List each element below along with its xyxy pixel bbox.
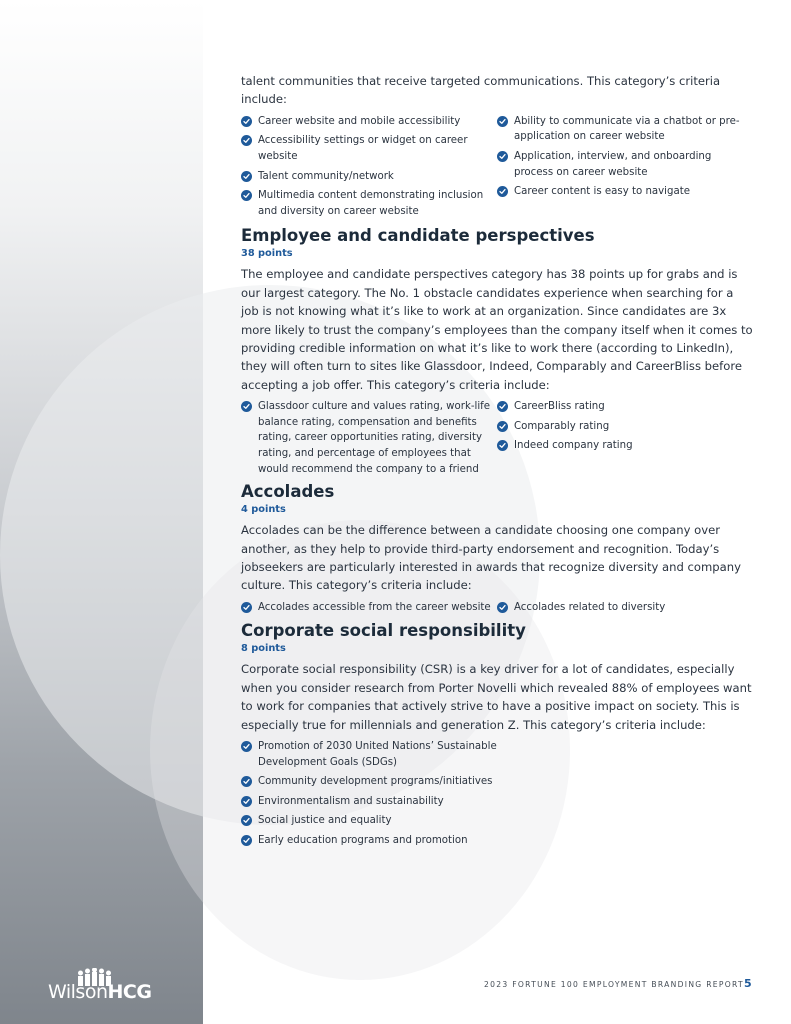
check-circle-icon [241, 135, 252, 146]
criteria-item-text: Accolades related to diversity [514, 601, 666, 613]
check-circle-icon [241, 815, 252, 826]
section-points-employee: 38 points [241, 248, 293, 260]
criteria-item [241, 169, 497, 185]
section-title-employee: Employee and candidate perspectives [241, 226, 595, 246]
section-title-accolades: Accolades [241, 482, 335, 502]
section-points-accolades: 4 points [241, 504, 286, 516]
page-number: 5 [744, 977, 752, 990]
criteria-list-csr [241, 739, 507, 849]
criteria-list-digital [241, 114, 753, 224]
section-title-csr: Corporate social responsibility [241, 621, 526, 641]
check-circle-icon [497, 440, 508, 451]
criteria-list-employee [241, 399, 753, 481]
criteria-item-text: Comparably rating [514, 420, 610, 432]
criteria-item [241, 813, 507, 829]
criteria-item-text: Early education programs and promotion [258, 835, 468, 846]
check-circle-icon [241, 776, 252, 787]
check-circle-icon [497, 602, 508, 613]
check-circle-icon [241, 741, 252, 752]
criteria-item [241, 794, 507, 810]
criteria-item [241, 600, 497, 616]
criteria-item-text: Indeed company rating [514, 440, 633, 452]
check-circle-icon [241, 835, 252, 846]
criteria-item [241, 833, 507, 849]
criteria-item-text: Environmentalism and sustainability [258, 795, 444, 807]
criteria-item-text: Glassdoor culture and values rating, work-life balance rating, compensation and benefits rating, career opportunities rating, diversity rating, and percentage of employees that would recommend the company to a friend [258, 401, 491, 475]
criteria-item-text: Career content is easy to navigate [514, 186, 690, 198]
criteria-item [497, 184, 753, 200]
criteria-item-text: Accessibility settings or widget on career website [258, 135, 468, 162]
criteria-item [497, 114, 753, 145]
criteria-item [241, 399, 497, 477]
check-circle-icon [241, 796, 252, 807]
criteria-item [497, 419, 753, 435]
criteria-column-left [241, 600, 497, 620]
footer-report-title: 2023 FORTUNE 100 EMPLOYMENT BRANDING REPORT [484, 980, 744, 989]
criteria-item-text: Multimedia content demonstrating inclusion and diversity on career website [258, 190, 484, 217]
criteria-list-accolades [241, 600, 753, 620]
criteria-item-text: Application, interview, and onboarding process on career website [514, 151, 712, 178]
intro-line: talent communities that receive targeted communications. This category’s criteria include: [241, 74, 721, 107]
section-body-employee: The employee and candidate perspectives category has 38 points up for grabs and is our largest category. The No. 1 obstacle candidates experience when searching for a job is not knowing what it’s like to work at an organization. Since candidates are 3x more likely to trust the company’s employees than the company itself when it comes to providing credible information on what it’s like to work there (according to LinkedIn), they will often turn to sites like Glassdoor, Indeed, Comparably and CareerBliss before accepting a job offer. This category’s criteria include: [241, 267, 753, 392]
criteria-item [241, 774, 507, 790]
criteria-column-right [497, 114, 753, 224]
check-circle-icon [241, 190, 252, 201]
criteria-item [497, 600, 753, 616]
criteria-item-text: Community development programs/initiatives [258, 776, 493, 788]
check-circle-icon [497, 151, 508, 162]
criteria-item-text: CareerBliss rating [514, 401, 605, 413]
criteria-column-left [241, 114, 497, 224]
criteria-item-text: Talent community/network [258, 170, 394, 182]
check-circle-icon [241, 401, 252, 412]
criteria-item [241, 188, 497, 219]
section-body-accolades: Accolades can be the difference between a candidate choosing one company over another, as they help to provide third-party endorsement and recognition. Today’s jobseekers are particularly interested in awards that recognize diversity and company culture. This category’s criteria include: [241, 523, 741, 593]
criteria-item [497, 399, 753, 415]
criteria-item [241, 114, 497, 130]
criteria-column-right [497, 399, 753, 481]
criteria-column-right [497, 600, 753, 620]
criteria-item [497, 149, 753, 180]
criteria-item-text: Career website and mobile accessibility [258, 115, 461, 127]
check-circle-icon [497, 421, 508, 432]
criteria-item [241, 133, 497, 164]
check-circle-icon [241, 602, 252, 613]
page-content [241, 72, 753, 853]
check-circle-icon [497, 186, 508, 197]
wilsonhcg-logo [48, 968, 168, 1004]
criteria-item-text: Accolades accessible from the career website [258, 601, 491, 613]
check-circle-icon [497, 401, 508, 412]
logo-text-hcg: HCG [107, 981, 152, 1003]
check-circle-icon [241, 116, 252, 127]
criteria-item-text: Promotion of 2030 United Nations’ Sustainable Development Goals (SDGs) [258, 741, 497, 768]
criteria-item [497, 438, 753, 454]
check-circle-icon [241, 171, 252, 182]
criteria-column-left [241, 399, 497, 481]
criteria-item-text: Ability to communicate via a chatbot or pre-application on career website [514, 115, 740, 143]
logo-text-wilson: Wilson [48, 981, 108, 1003]
criteria-item-text: Social justice and equality [258, 815, 392, 827]
criteria-item [241, 739, 507, 770]
section-body-csr: Corporate social responsibility (CSR) is a key driver for a lot of candidates, especially when you consider research from Porter Novelli which revealed 88% of employees want to work for companies that actively strive to have a positive impact on society. This is especially true for millennials and generation Z. This category’s criteria include: [241, 662, 752, 732]
check-circle-icon [497, 116, 508, 127]
section-points-csr: 8 points [241, 643, 286, 655]
